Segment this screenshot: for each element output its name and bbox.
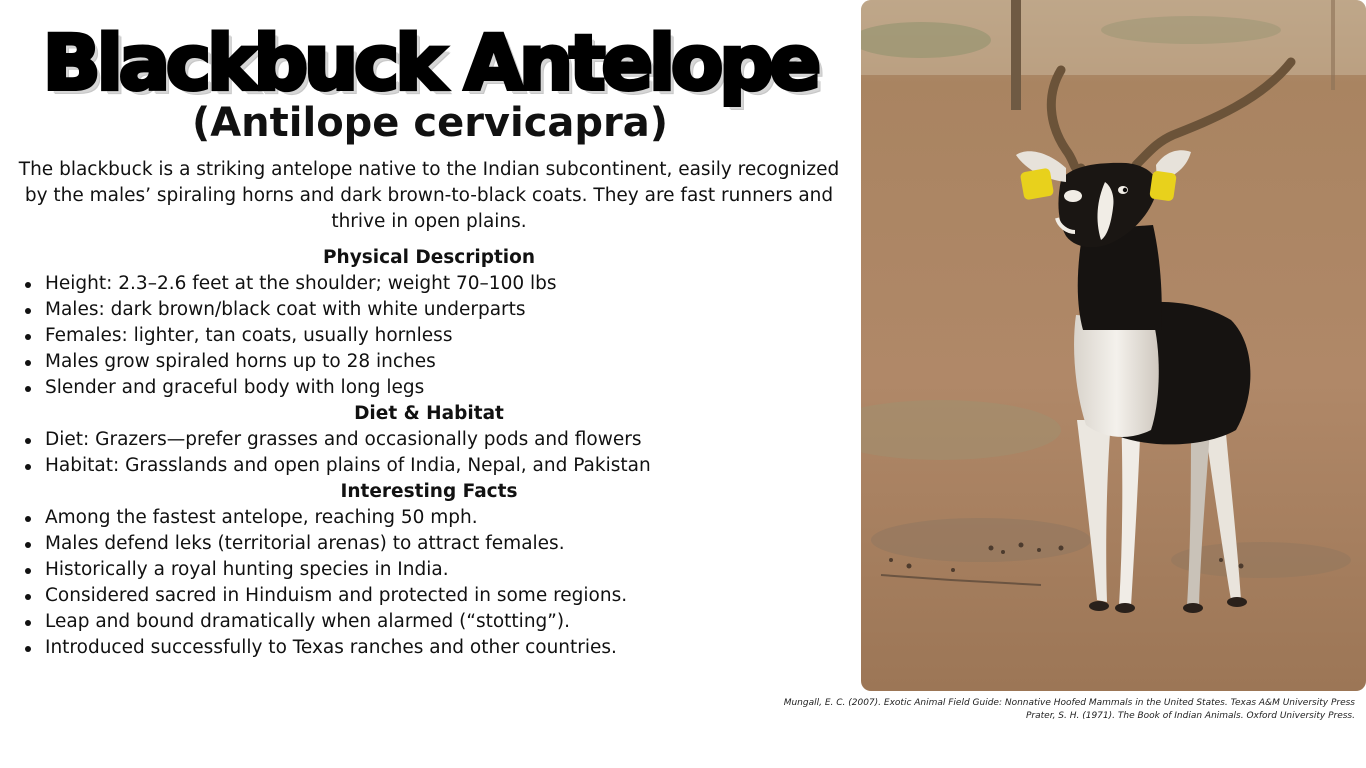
list-item: Historically a royal hunting species in India. [45, 557, 860, 583]
blackbuck-photo [861, 0, 1366, 691]
page-title: Blackbuck Antelope [42, 18, 818, 107]
list-item: Diet: Grazers—prefer grasses and occasionally pods and flowers [45, 427, 860, 453]
list-item: Introduced successfully to Texas ranches and other countries. [45, 635, 860, 661]
list-item: Considered sacred in Hinduism and protected in some regions. [45, 583, 860, 609]
list-item: Height: 2.3–2.6 feet at the shoulder; weight 70–100 lbs [45, 271, 860, 297]
list-item: Habitat: Grasslands and open plains of India, Nepal, and Pakistan [45, 453, 860, 479]
reference-item: Prater, S. H. (1971). The Book of Indian Animals. Oxford University Press. [1025, 711, 1355, 721]
list-item: Slender and graceful body with long legs [45, 375, 860, 401]
section-heading-diet: Diet & Habitat [354, 403, 504, 424]
list-item: Males grow spiraled horns up to 28 inches [45, 349, 860, 375]
references [655, 697, 1355, 723]
list-item: Females: lighter, tan coats, usually hornless [45, 323, 860, 349]
facts-list [0, 505, 860, 661]
list-item: Leap and bound dramatically when alarmed (“stotting”). [45, 609, 860, 635]
intro-paragraph: The blackbuck is a striking antelope native to the Indian subcontinent, easily recognized by the males’ spiraling horns and dark brown-to-black coats. They are fast runners and thrive in open plains. [18, 159, 840, 232]
section-heading-facts: Interesting Facts [340, 481, 518, 502]
diet-list [0, 427, 860, 479]
scientific-name: (Antilope cervicapra) [191, 100, 669, 146]
list-item: Among the fastest antelope, reaching 50 mph. [45, 505, 860, 531]
list-item: Males defend leks (territorial arenas) to attract females. [45, 531, 860, 557]
reference-item: Mungall, E. C. (2007). Exotic Animal Field Guide: Nonnative Hoofed Mammals in the United States. Texas A&M University Press [783, 698, 1355, 708]
section-heading-physical: Physical Description [322, 247, 536, 268]
physical-list [0, 271, 860, 401]
fact-sheet-content [0, 245, 860, 661]
list-item: Males: dark brown/black coat with white underparts [45, 297, 860, 323]
